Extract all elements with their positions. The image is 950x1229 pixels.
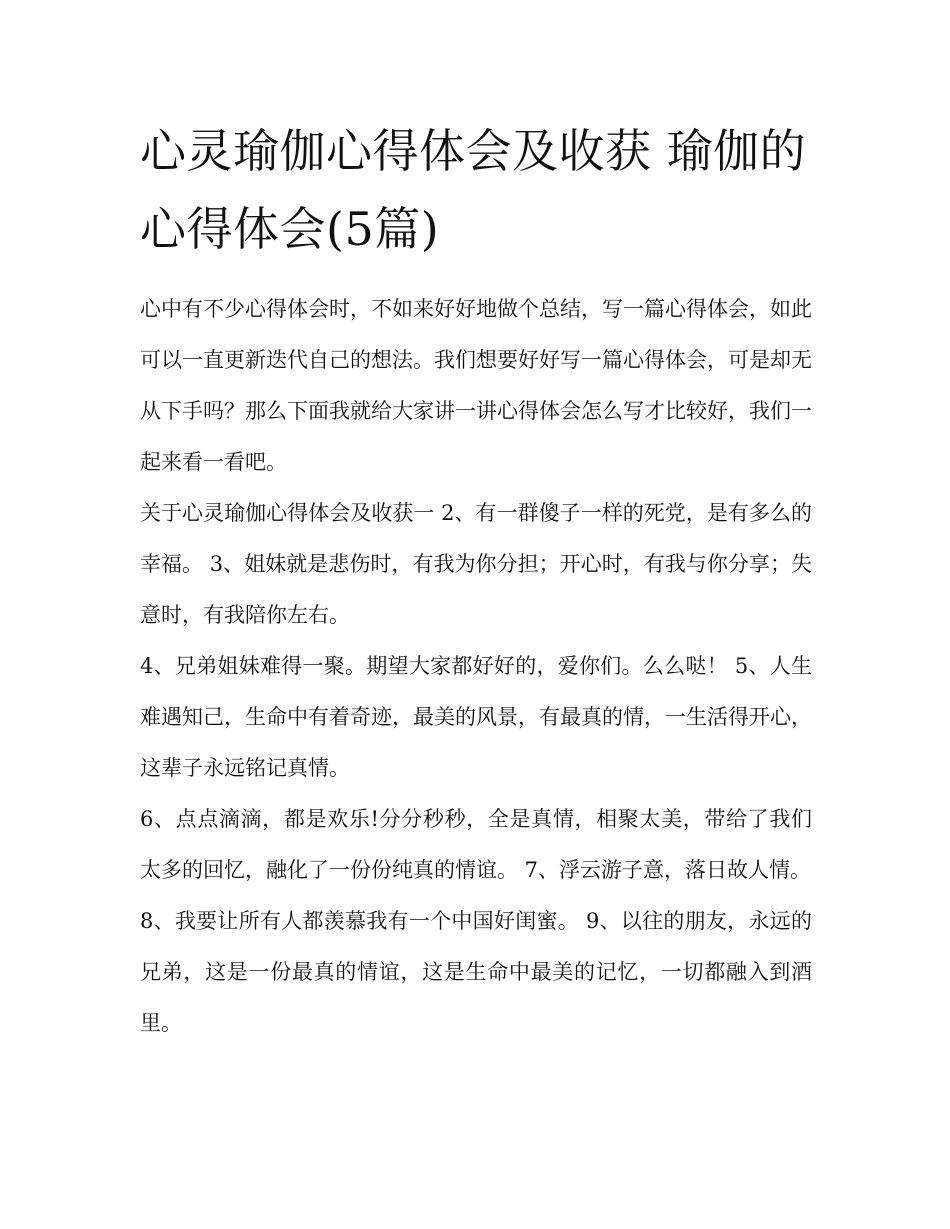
- document-page: [140, 112, 812, 1049]
- document-body: [140, 284, 812, 1049]
- paragraph-2: 关于心灵瑜伽心得体会及收获一 2、有一群傻子一样的死党，是有多么的幸福。 3、姐妹就是悲伤时，有我为你分担；开心时，有我与你分享；失意时，有我陪你左右。: [140, 501, 812, 627]
- paragraph-intro: 心中有不少心得体会时，不如来好好地做个总结，写一篇心得体会，如此可以一直更新迭代自己的想法。我们想要好好写一篇心得体会，可是却无从下手吗？那么下面我就给大家讲一讲心得体会怎么写才比较好，我们一起来看一看吧。: [140, 297, 812, 474]
- paragraph-4: 6、点点滴滴，都是欢乐!分分秒秒，全是真情，相聚太美，带给了我们太多的回忆，融化了一份份纯真的情谊。 7、浮云游子意，落日故人情。: [140, 807, 812, 882]
- document-title: 心灵瑜伽心得体会及收获 瑜伽的心得体会(5篇): [140, 124, 807, 256]
- paragraph-3: 4、兄弟姐妹难得一聚。期望大家都好好的，爱你们。么么哒！ 5、人生难遇知己，生命中有着奇迹，最美的风景，有最真的情，一生活得开心，这辈子永远铭记真情。: [140, 654, 812, 780]
- paragraph-5: 8、我要让所有人都羡慕我有一个中国好闺蜜。 9、以往的朋友，永远的兄弟，这是一份最真的情谊，这是生命中最美的记忆，一切都融入到酒里。: [140, 909, 812, 1035]
